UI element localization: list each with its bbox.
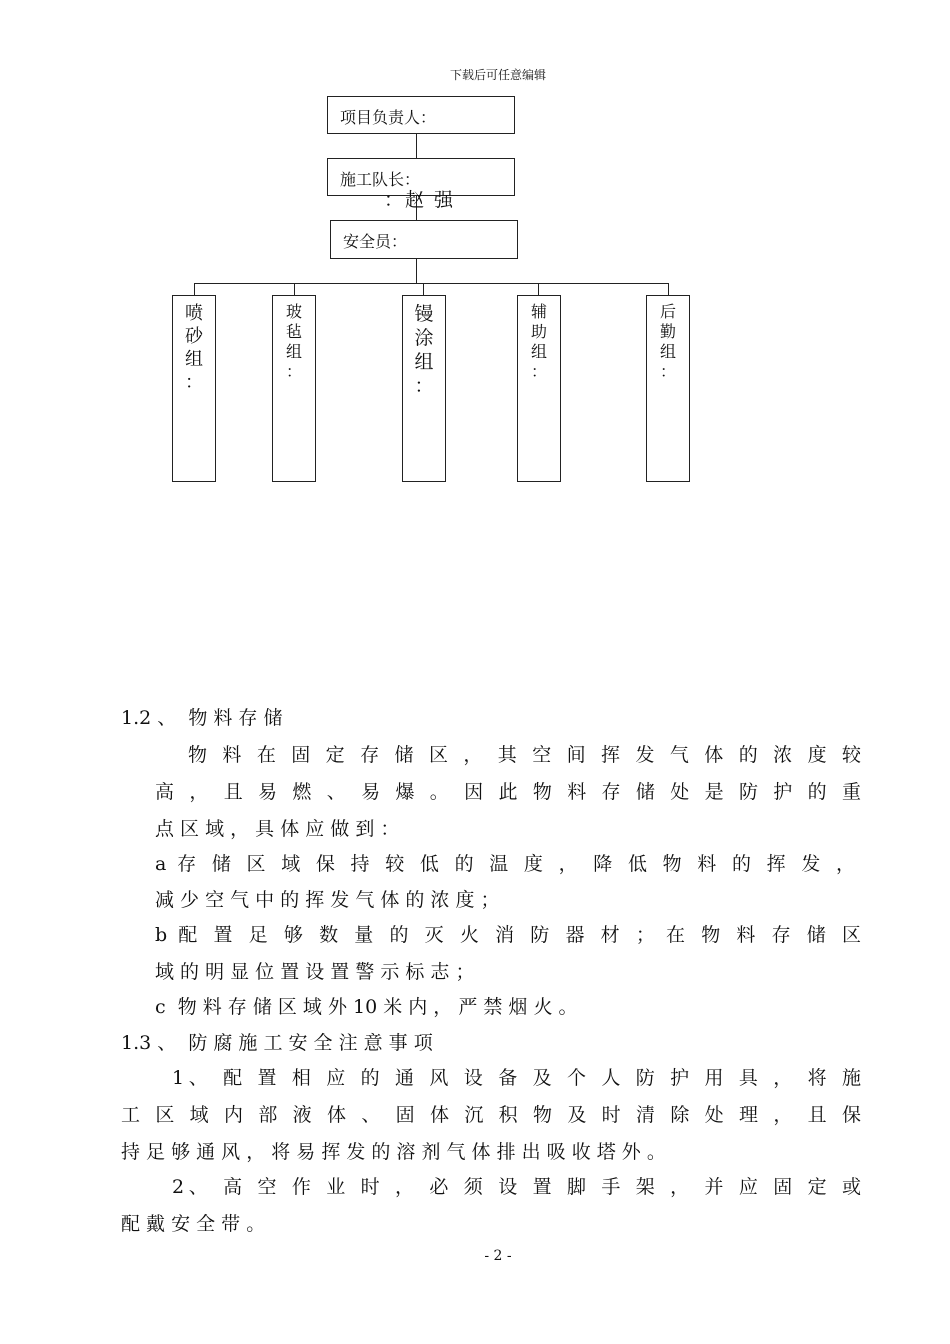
list-item-b-cont: 域 的 明 显 位 置 设 置 警 示 标 志 ； [155,961,475,983]
list-item-a: a 存 储 区 域 保 持 较 低 的 温 度 ， 降 低 物 料 的 挥 发 ， [155,853,855,875]
body-line: 物 料 在 固 定 存 储 区 ， 其 空 间 挥 发 气 体 的 浓 度 较 [188,744,861,766]
group-char: 勤 [659,322,676,341]
safety-officer-box [330,220,518,259]
group-label [413,302,435,398]
team-leader-name: ：赵 强 [384,189,456,211]
body-line: 高 ， 且 易 燃 、 易 爆 。 因 此 物 料 存 储 处 是 防 护 的 重 [155,781,861,803]
group-char: 组 [285,342,302,361]
group-char: 助 [530,322,547,341]
body-line: 持 足 够 通 风 ， 将 易 挥 发 的 溶 剂 气 体 排 出 吸 收 塔 外 。 [121,1141,666,1163]
group-char: 组 [659,342,676,361]
group-char: ： [414,375,434,397]
group-char: 组 [185,349,203,370]
team-leader-label: 施工队长： [340,170,421,189]
page-number: - 2 - [484,1248,512,1264]
branch-drop [538,283,539,295]
group-char: 组 [414,351,434,373]
group-box-sandblast [172,295,216,482]
connector-line [416,134,417,159]
group-box-logistics [646,295,690,482]
list-item-c: c 物 料 存 储 区 域 外 10 米 内 ， 严 禁 烟 火 。 [155,996,578,1018]
branch-line [194,283,669,284]
branch-drop [194,283,195,295]
group-char: 砂 [185,326,203,347]
project-manager-label: 项目负责人： [340,108,437,127]
group-char: 后 [659,302,676,321]
connector-line [416,259,417,283]
list-item-a-cont: 减 少 空 气 中 的 挥 发 气 体 的 浓 度 ； [155,889,500,911]
group-char: ： [530,362,547,381]
body-line: 1、 配 置 相 应 的 通 风 设 备 及 个 人 防 护 用 具 ， 将 施 [172,1067,861,1089]
group-char: 涂 [414,327,434,349]
body-line: 配 戴 安 全 带 。 [121,1213,266,1235]
branch-drop [294,283,295,295]
group-char: 喷 [185,303,203,324]
group-box-trowel [402,295,446,482]
body-line: 2、 高 空 作 业 时 ， 必 须 设 置 脚 手 架 ， 并 应 固 定 或 [172,1176,861,1198]
branch-drop [423,283,424,295]
group-char: 辅 [530,302,547,321]
group-char: 毡 [285,322,302,341]
branch-drop [668,283,669,295]
body-line: 工 区 域 内 部 液 体 、 固 体 沉 积 物 及 时 清 除 处 理 ， 且 保 [121,1104,861,1126]
group-char: 镘 [414,303,434,325]
group-char: 组 [530,342,547,361]
list-item-b: b 配 置 足 够 数 量 的 灭 火 消 防 器 材 ； 在 物 料 存 储 区 [155,924,861,946]
section-heading-1-3: 1.3 、 防 腐 施 工 安 全 注 意 事 项 [121,1032,433,1054]
group-char: 玻 [285,302,302,321]
section-heading-1-2: 1.2 、 物 料 存 储 [121,707,283,729]
group-label [283,302,305,382]
group-label [657,302,679,382]
group-char: ： [285,362,302,381]
project-manager-box [327,96,515,134]
group-char: ： [659,362,676,381]
group-char: ： [185,372,203,393]
group-box-auxiliary [517,295,561,482]
body-line: 点 区 域 ， 具 体 应 做 到 ： [155,818,400,840]
group-box-glass-felt [272,295,316,482]
group-label [528,302,550,382]
safety-officer-label: 安全员： [343,232,408,251]
header-note: 下载后可任意编辑 [449,68,546,82]
group-label [183,302,205,394]
